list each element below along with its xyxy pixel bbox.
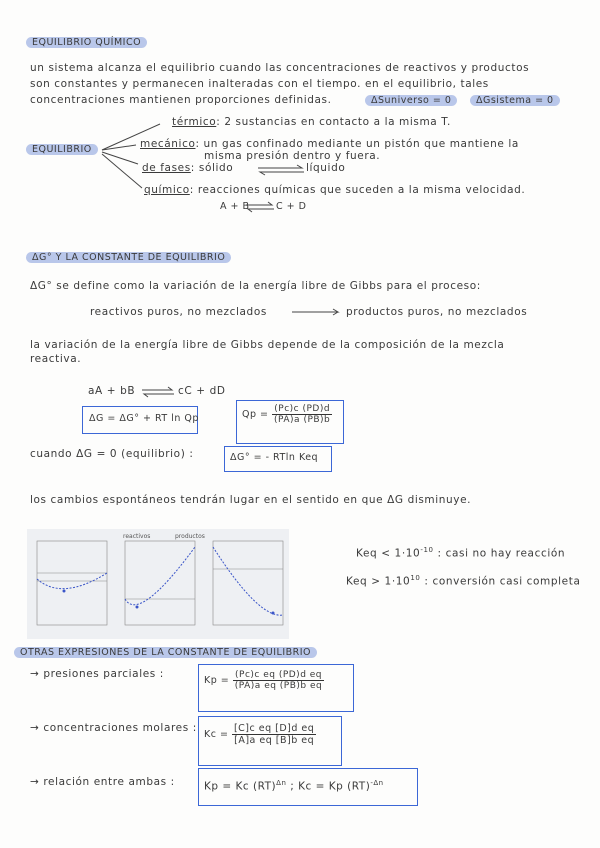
section-title-otras-expresiones: OTRAS EXPRESIONES DE LA CONSTANTE DE EQUILIBRIO bbox=[14, 647, 317, 658]
figure-label-reactivos: reactivos bbox=[123, 533, 151, 540]
kc-numerator: [C]c eq [D]d eq bbox=[233, 723, 315, 734]
qp-lhs: Qp = bbox=[242, 409, 269, 420]
relation-exponent-1: Δn bbox=[276, 779, 287, 787]
qp-numerator: (Pc)c (PD)d bbox=[272, 404, 332, 415]
process-arrow bbox=[290, 307, 342, 317]
paragraph-line-3: concentraciones mantienen proporciones definidas. bbox=[30, 94, 332, 106]
keq-small-line bbox=[356, 546, 565, 560]
dg-equation: ΔG = ΔG° + RT ln Qp bbox=[89, 413, 199, 424]
kp-denominator: (PA)a eq (PB)b eq bbox=[234, 681, 323, 691]
reactivos-puros: reactivos puros, no mezclados bbox=[90, 306, 267, 318]
section-title-equilibrio: EQUILIBRIO QUÍMICO bbox=[26, 37, 147, 48]
reaction-left: A + B bbox=[220, 201, 250, 212]
relation-kp: Kp = Kc (RT) bbox=[204, 780, 277, 793]
cuando-line: cuando ΔG = 0 (equilibrio) : bbox=[30, 448, 194, 460]
general-reaction-left: aA + bB bbox=[88, 385, 136, 397]
fases-value-liquid: líquido bbox=[306, 162, 346, 174]
definition-line: ΔG° se define como la variación de la energía libre de Gibbs para el proceso: bbox=[30, 280, 481, 292]
keq-large-rhs: : conversión casi completa bbox=[424, 575, 581, 588]
termico-key: térmico bbox=[172, 116, 217, 128]
highlight-dsuniverso: ΔSuniverso = 0 bbox=[365, 95, 457, 106]
relacion-label: → relación entre ambas : bbox=[30, 776, 175, 788]
row-fases bbox=[142, 162, 233, 174]
fases-value-solid: : sólido bbox=[190, 162, 234, 174]
equilibrium-arrow-general bbox=[140, 385, 176, 399]
qp-expression bbox=[242, 404, 332, 425]
general-reaction-right: cC + dD bbox=[178, 385, 226, 397]
keq-large-line bbox=[346, 574, 580, 588]
figure-background bbox=[27, 529, 289, 639]
kc-lhs: Kc = bbox=[204, 729, 229, 740]
highlight-dgsistema: ΔGsistema = 0 bbox=[470, 95, 560, 106]
keq-large-lhs: Keq > 1·10 bbox=[346, 575, 411, 588]
kc-denominator: [A]a eq [B]b eq bbox=[234, 735, 315, 746]
gibbs-energy-figure bbox=[27, 529, 289, 639]
concentraciones-label: → concentraciones molares : bbox=[30, 722, 197, 734]
kp-lhs: Kp = bbox=[204, 675, 230, 686]
relation-exponent-2: -Δn bbox=[370, 779, 384, 787]
termico-value: : 2 sustancias en contacto a la misma T. bbox=[216, 116, 451, 128]
kc-expression bbox=[204, 723, 316, 746]
relation-expression bbox=[204, 779, 384, 793]
variation-line-2: reactiva. bbox=[30, 353, 82, 365]
keq-small-rhs: : casi no hay reacción bbox=[437, 547, 566, 560]
relation-kc: Kc = Kp (RT) bbox=[298, 780, 371, 793]
mecanico-value: : un gas confinado mediante un pistón que mantiene la bbox=[195, 138, 519, 150]
section-title-dg-constante: ΔG° Y LA CONSTANTE DE EQUILIBRIO bbox=[26, 252, 231, 263]
panel-3-minimum bbox=[272, 612, 275, 615]
row-quimico bbox=[144, 184, 525, 196]
variation-line-1: la variación de la energía libre de Gibbs depende de la composición de la mezcla bbox=[30, 339, 505, 351]
mecanico-value-2: misma presión dentro y fuera. bbox=[204, 150, 381, 162]
figure-label-productos: productos bbox=[175, 533, 205, 540]
keq-large-exponent: 10 bbox=[410, 574, 421, 582]
presiones-label: → presiones parciales : bbox=[30, 668, 164, 680]
equilibrium-arrow-fases bbox=[256, 163, 306, 177]
dg0-equation: ΔG° = - RTln Keq bbox=[230, 452, 319, 463]
productos-puros: productos puros, no mezclados bbox=[346, 306, 528, 318]
quimico-value: : reacciones químicas que suceden a la misma velocidad. bbox=[189, 184, 526, 196]
spontaneous-line: los cambios espontáneos tendrán lugar en el sentido en que ΔG disminuye. bbox=[30, 494, 472, 506]
kp-expression bbox=[204, 670, 324, 691]
panel-1-minimum bbox=[63, 590, 66, 593]
paragraph-line-1: un sistema alcanza el equilibrio cuando las concentraciones de reactivos y productos bbox=[30, 62, 530, 74]
panel-2-minimum bbox=[136, 606, 139, 609]
row-mecanico bbox=[140, 138, 519, 150]
keq-small-exponent: -10 bbox=[420, 546, 434, 554]
fases-key: de fases bbox=[142, 162, 191, 174]
quimico-key: químico bbox=[144, 184, 190, 196]
kp-numerator: (Pc)c eq (PD)d eq bbox=[233, 670, 324, 681]
relation-separator: ; bbox=[290, 780, 295, 793]
reaction-right: C + D bbox=[276, 201, 307, 212]
qp-denominator: (PA)a (PB)b bbox=[274, 415, 331, 425]
paragraph-line-2: son constantes y permanecen inalteradas con el tiempo. en el equilibrio, tales bbox=[30, 78, 489, 90]
equilibrio-label: EQUILIBRIO bbox=[26, 144, 98, 155]
row-termico bbox=[172, 116, 451, 128]
equilibrium-arrow-reaction bbox=[244, 200, 276, 214]
mecanico-key: mecánico bbox=[140, 138, 196, 150]
keq-small-lhs: Keq < 1·10 bbox=[356, 547, 421, 560]
